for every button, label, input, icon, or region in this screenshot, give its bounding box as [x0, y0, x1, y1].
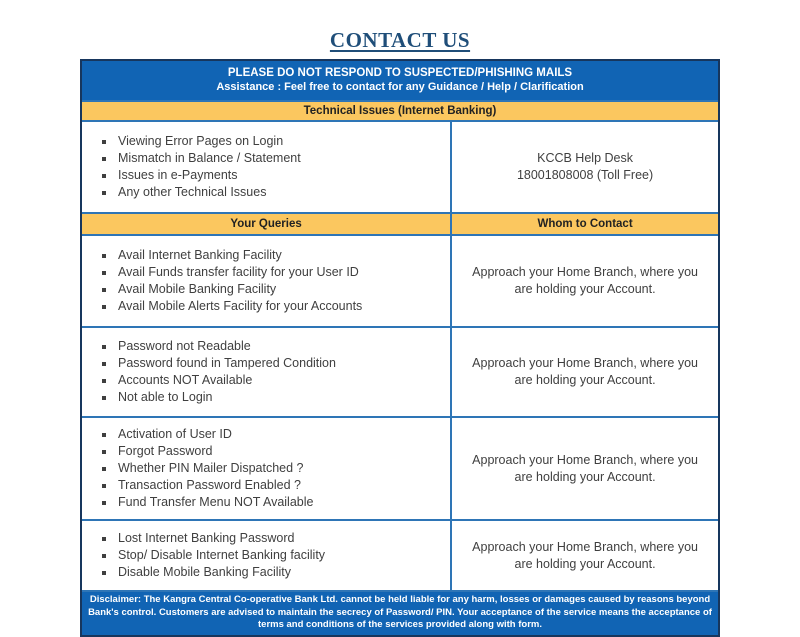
your-queries-header: Your Queries [82, 214, 452, 234]
query-item: ▪ Password found in Tampered Condition [116, 355, 336, 372]
query-row [82, 326, 718, 416]
technical-issues-heading: Technical Issues (Internet Banking) [82, 100, 718, 122]
queries-rows [82, 236, 718, 590]
disclaimer: Disclaimer: The Kangra Central Co-operative Bank Ltd. cannot be held liable for any harm, losses or damages caused by reasons beyond Bank's control. Customers are advised to maintain the secrecy of Password/ PIN. Your acceptance of the service means the acceptance of terms and conditions of the services provided along with form. [82, 590, 718, 635]
query-item: ▪ Transaction Password Enabled ? [116, 477, 313, 494]
contact-cell: Approach your Home Branch, where you are holding your Account. [472, 356, 698, 387]
query-item: ▪ Disable Mobile Banking Facility [116, 564, 325, 581]
query-item: ▪ Accounts NOT Available [116, 372, 336, 389]
query-item: ▪ Not able to Login [116, 389, 336, 406]
queries-cell [82, 236, 452, 326]
query-row [82, 416, 718, 519]
query-list [100, 426, 313, 511]
query-list [100, 338, 336, 406]
queries-cell [82, 521, 452, 590]
technical-issue-item: ▪ Mismatch in Balance / Statement [116, 150, 301, 167]
phishing-warning-banner [82, 61, 718, 100]
whom-to-contact-header: Whom to Contact [537, 218, 633, 230]
query-item: ▪ Password not Readable [116, 338, 336, 355]
query-item: ▪ Lost Internet Banking Password [116, 530, 325, 547]
helpdesk-contact-cell [452, 122, 718, 212]
page-title: CONTACT US [329, 28, 471, 52]
query-item: ▪ Avail Mobile Alerts Facility for your Accounts [116, 298, 362, 315]
query-item: ▪ Stop/ Disable Internet Banking facility [116, 547, 325, 564]
technical-issues-list [100, 133, 301, 201]
contact-cell: Approach your Home Branch, where you are holding your Account. [472, 265, 698, 296]
contact-cell: Approach your Home Branch, where you are holding your Account. [472, 539, 698, 571]
helpdesk-phone: 18001808008 (Toll Free) [516, 168, 654, 182]
queries-cell [82, 418, 452, 519]
query-item: ▪ Avail Internet Banking Facility [116, 247, 362, 264]
query-list [100, 530, 325, 581]
queries-cell [82, 328, 452, 416]
technical-issue-item: ▪ Any other Technical Issues [116, 184, 301, 201]
banner-line-1: PLEASE DO NOT RESPOND TO SUSPECTED/PHISHING MAILS [227, 67, 573, 79]
query-item: ▪ Forgot Password [116, 443, 313, 460]
contact-table [80, 59, 720, 637]
technical-issue-item: ▪ Viewing Error Pages on Login [116, 133, 301, 150]
query-item: ▪ Whether PIN Mailer Dispatched ? [116, 460, 313, 477]
query-list [100, 247, 362, 315]
query-item: ▪ Activation of User ID [116, 426, 313, 443]
technical-issues-cell [82, 122, 452, 212]
contact-cell: Approach your Home Branch, where you are holding your Account. [472, 452, 698, 484]
technical-issue-item: ▪ Issues in e-Payments [116, 167, 301, 184]
query-row [82, 236, 718, 326]
query-item: ▪ Fund Transfer Menu NOT Available [116, 494, 313, 511]
query-row [82, 519, 718, 590]
query-item: ▪ Avail Funds transfer facility for your User ID [116, 264, 362, 281]
queries-header-row [82, 212, 718, 236]
helpdesk-name: KCCB Help Desk [537, 151, 633, 165]
technical-issues-row [82, 122, 718, 212]
banner-line-2: Assistance : Feel free to contact for any Guidance / Help / Clarification [216, 81, 584, 93]
query-item: ▪ Avail Mobile Banking Facility [116, 281, 362, 298]
